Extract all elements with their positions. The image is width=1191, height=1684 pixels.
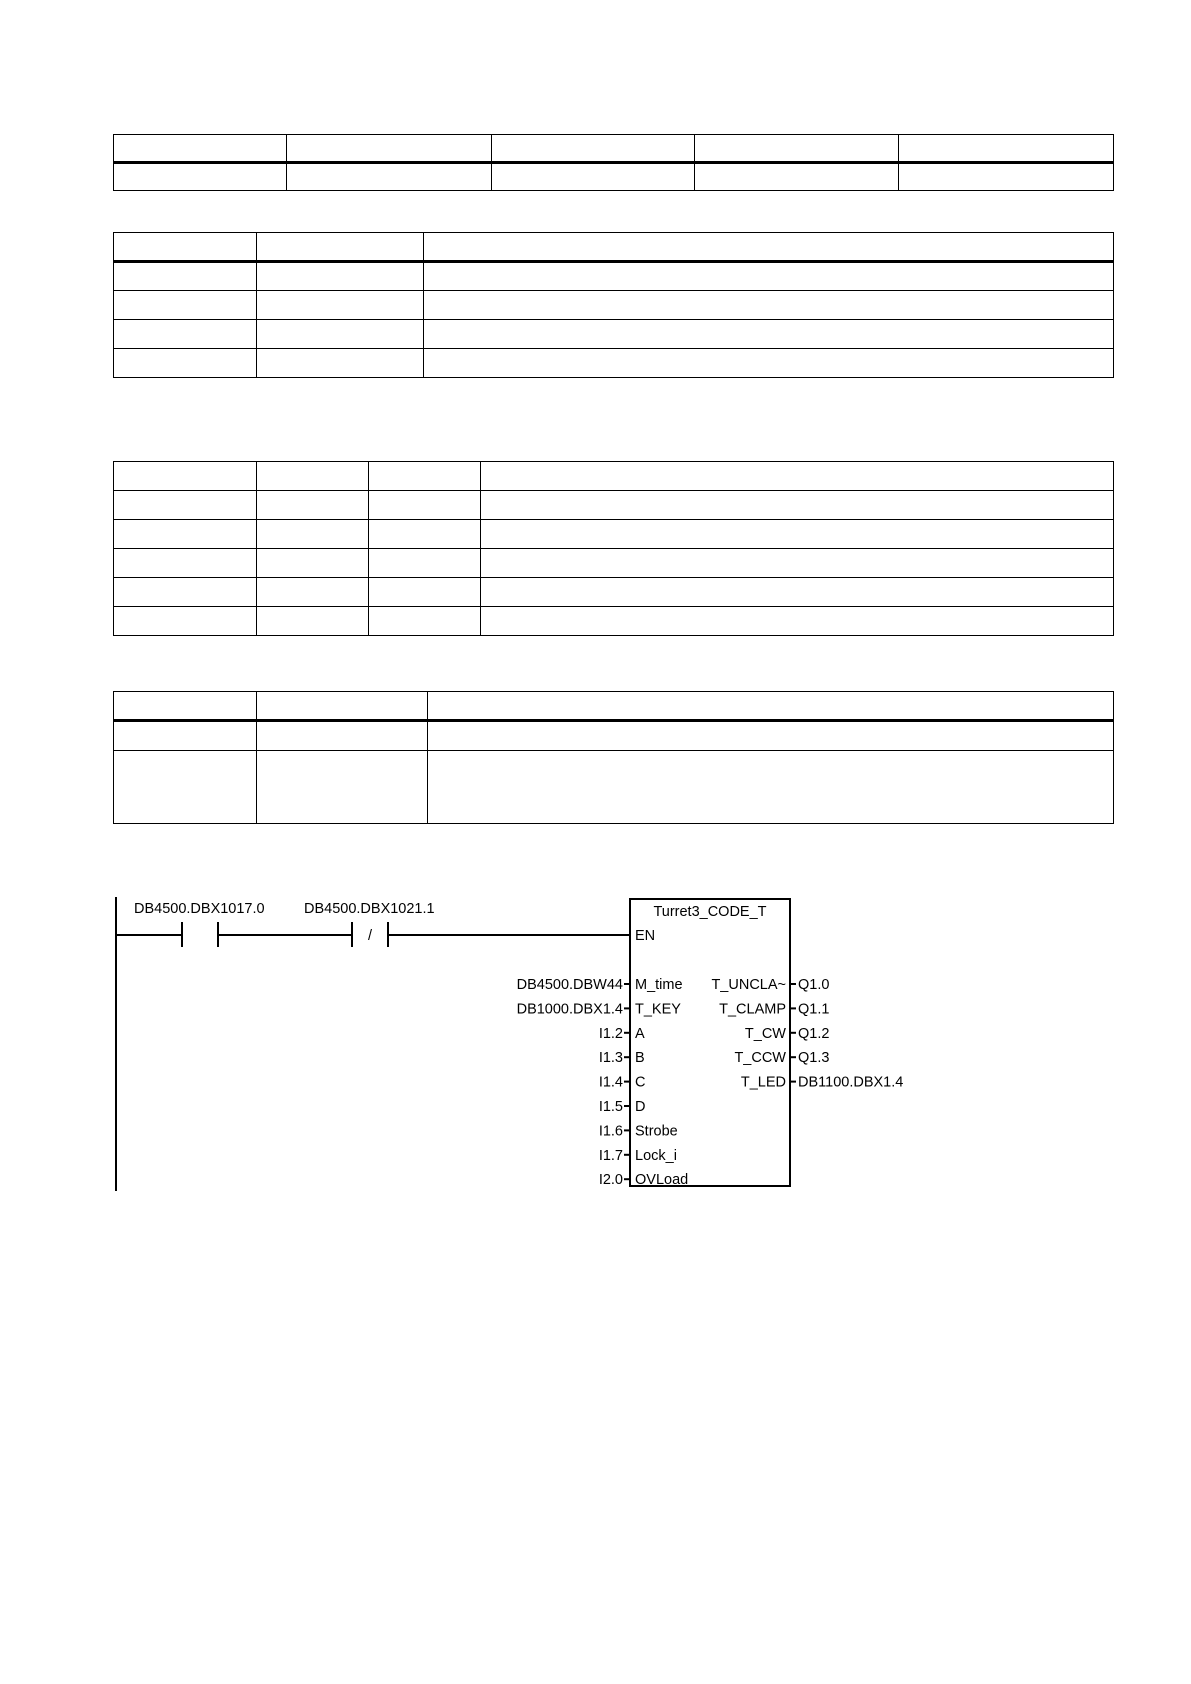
enable-pin-label: EN [635, 928, 656, 944]
input-signal-label: I2.0 [598, 1172, 623, 1189]
input-signal-label: I1.3 [598, 1050, 623, 1067]
input-pin-name: Lock_i [635, 1147, 677, 1164]
nc-slash-symbol: / [367, 928, 373, 944]
input-pins [517, 977, 689, 1188]
input-pin-name: Strobe [635, 1123, 678, 1140]
no-contact [182, 922, 218, 947]
input-pin-name: T_KEY [635, 1001, 681, 1018]
input-signal-label: DB4500.DBW44 [516, 977, 623, 993]
input-pin-name: M_time [635, 977, 683, 993]
input-pin-name: A [635, 1025, 645, 1042]
input-signal-label: I1.7 [598, 1147, 623, 1164]
input-signal-label: I1.2 [598, 1025, 623, 1042]
input-signal-label: I1.4 [598, 1074, 623, 1091]
output-pin-name: T_CCW [734, 1050, 786, 1067]
input-pin-name: C [635, 1074, 646, 1091]
output-pins [711, 977, 903, 1091]
input-signal-label: DB1000.DBX1.4 [516, 1001, 623, 1018]
output-signal-label: Q1.1 [798, 1001, 830, 1018]
input-signal-label: I1.6 [598, 1123, 623, 1140]
contact-label-2: DB4500.DBX1021.1 [304, 901, 435, 917]
output-pin-name: T_LED [740, 1074, 786, 1091]
output-pin-name: T_UNCLA~ [711, 977, 786, 993]
output-signal-label: Q1.2 [798, 1025, 830, 1042]
output-signal-label: DB1100.DBX1.4 [798, 1074, 904, 1091]
input-pin-name: B [635, 1050, 645, 1067]
output-signal-label: Q1.0 [798, 977, 830, 993]
block-title: Turret3_CODE_T [653, 904, 767, 920]
output-pin-name: T_CLAMP [719, 1001, 786, 1018]
contact-label-1: DB4500.DBX1017.0 [134, 901, 265, 917]
input-pin-name: D [635, 1099, 646, 1115]
input-pin-name: OVLoad [635, 1172, 689, 1189]
output-pin-name: T_CW [744, 1025, 786, 1042]
input-signal-label: I1.5 [598, 1099, 623, 1115]
output-signal-label: Q1.3 [798, 1050, 830, 1067]
